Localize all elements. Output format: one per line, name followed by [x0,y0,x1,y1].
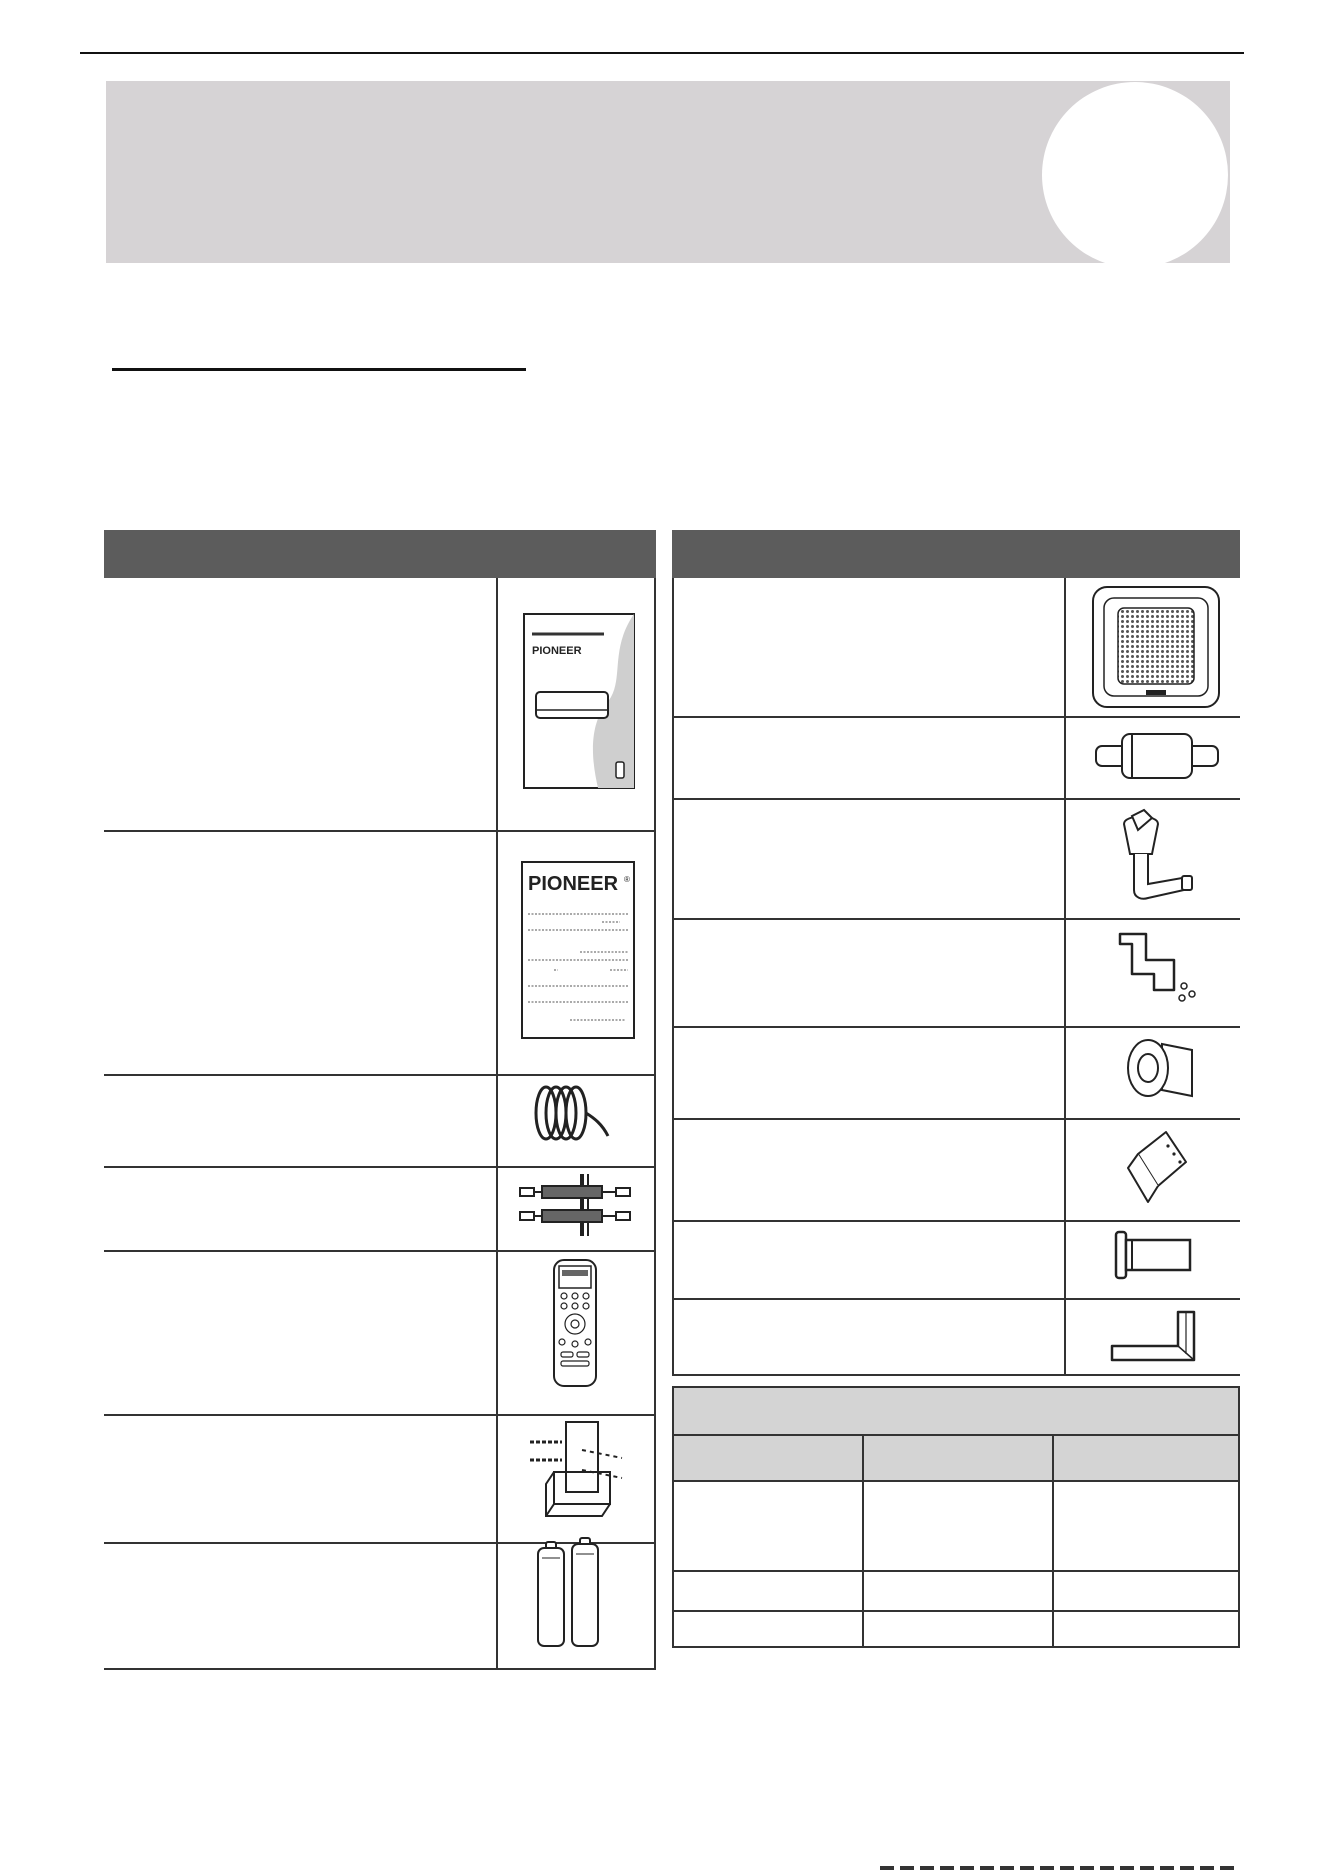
table-row-divider [672,1480,1240,1482]
right-row-divider [672,1298,1240,1300]
remote-holder-icon [526,1412,626,1522]
cassette-panel-icon [1090,584,1222,710]
warranty-brand-text: PIONEER [528,873,619,895]
left-row-divider [104,830,656,832]
right-row-divider [672,1026,1240,1028]
manual-brand-text: PIONEER [532,645,582,657]
left-panel-column-divider [496,578,498,1670]
left-panel-header [104,530,656,578]
left-panel-right-border [654,578,656,1670]
left-row-divider [104,1166,656,1168]
connecting-pipes-icon [516,1170,644,1238]
right-row-divider [672,918,1240,920]
section-heading-rule [112,368,526,371]
warranty-card-icon [520,860,636,1040]
banner-circle [1042,82,1228,268]
left-row-divider [104,1250,656,1252]
right-panel-column-divider [1064,578,1066,1376]
left-row-divider [104,1074,656,1076]
table-row-divider [672,1570,1240,1572]
drain-joint-icon [1092,728,1222,784]
right-panel-bottom-border [672,1374,1240,1376]
right-row-divider [672,1220,1240,1222]
table-row-divider [672,1434,1240,1436]
top-rule [80,52,1244,54]
hex-wrench-icon [1106,1304,1206,1364]
right-panel-left-border [672,578,674,1376]
warranty-trademark-text: ® [624,875,630,884]
bottom-edge-marks [880,1866,1240,1870]
owners-manual-icon [522,612,636,790]
right-row-divider [672,716,1240,718]
pipe-sleeve-icon [1110,1228,1196,1282]
right-row-divider [672,798,1240,800]
table-column-divider [1052,1434,1054,1648]
batteries-icon [532,1532,604,1650]
remote-control-icon [552,1258,598,1388]
insulation-sheath-icon [1120,1126,1196,1210]
table-frame [672,1386,1240,1648]
right-row-divider [672,1118,1240,1120]
drain-pump-icon [1108,808,1198,908]
tape-roll-icon [1118,1032,1198,1104]
table-row-divider [672,1610,1240,1612]
drain-hose-icon [1112,930,1208,1006]
left-panel-bottom-border [104,1668,656,1670]
right-panel-header [672,530,1240,578]
coiled-pipe-icon [528,1080,612,1146]
table-column-divider [862,1434,864,1648]
